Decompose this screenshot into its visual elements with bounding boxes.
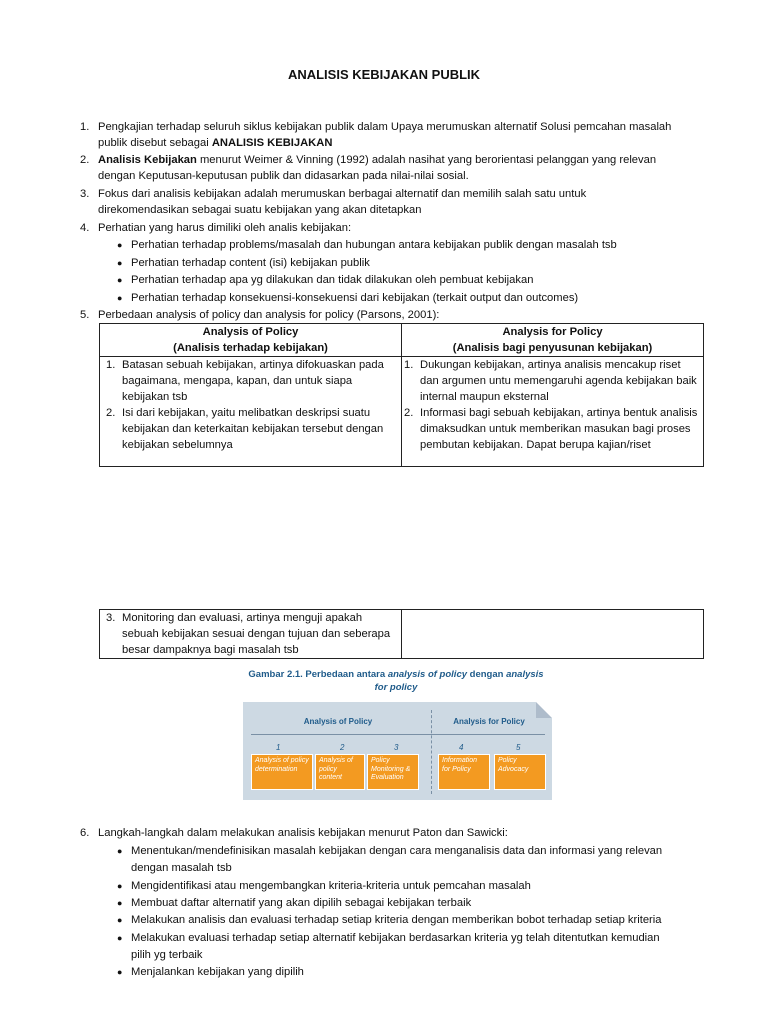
figure-header-analysis-of-policy: Analysis of Policy (303, 717, 373, 726)
table-cell-analysis-of-policy (100, 357, 402, 467)
table-header-analysis-of-policy: Analysis of Policy (Analisis terhadap kebijakan) (100, 324, 402, 357)
figure-number: 1 (276, 743, 281, 752)
table-list-item: 1. Dukungan kebijakan, artinya analisis mencakup riset dan argumen untu memengaruhi agenda kebijakan baik internal maupun eksternal (404, 359, 697, 403)
table-cell-analysis-for-policy (402, 357, 704, 467)
item-number: 6. (80, 827, 90, 839)
item-5-line-1: Perbedaan analysis of policy dan analysis for policy (Parsons, 2001): (98, 309, 440, 321)
figure-number: 5 (516, 743, 521, 752)
policy-comparison-table-continued (99, 609, 704, 659)
item-3-line-2: direkomendasikan sebagai suatu kebijakan yang akan ditetapkan (98, 204, 422, 216)
figure-line (251, 734, 545, 735)
bullet-item: Menentukan/mendefinisikan masalah kebijakan dengan cara menganalisis data dan informasi yang relevan dengan masalah tsb (131, 845, 663, 874)
bullet-icon: ● (117, 933, 123, 943)
bullet-icon: ● (117, 258, 123, 268)
bullet-item: Perhatian terhadap content (isi) kebijakan publik (131, 257, 370, 269)
figure-box-policy-determination: Analysis of policy determination (251, 754, 313, 790)
bullet-icon: ● (117, 881, 123, 891)
bullet-icon: ● (117, 275, 123, 285)
item-number: 5. (80, 309, 90, 321)
figure-caption: Gambar 2.1. Perbedaan antara analysis of policy dengan analysis for policy (248, 669, 544, 693)
figure-number: 4 (459, 743, 464, 752)
item-number: 2. (80, 154, 90, 166)
document-title: ANALISIS KEBIJAKAN PUBLIK (287, 67, 481, 82)
table-list-item: 2. Isi dari kebijakan, yaitu melibatkan deskripsi suatu kebijakan dan keterkaitan kebijakan tersebut dengan kebijakan sebelumnya (106, 407, 384, 451)
table-cell-analysis-of-policy (100, 610, 402, 659)
bullet-icon: ● (117, 915, 123, 925)
figure-box-information-for-policy: Information for Policy (438, 754, 490, 790)
bullet-item: Mengidentifikasi atau mengembangkan kriteria-kriteria untuk pemcahan masalah (131, 880, 531, 892)
item-2-line-2: dengan Keputusan-keputusan publik dan didasarkan pada nilai-nilai sosial. (98, 170, 469, 182)
figure-box-monitoring-evaluation: Policy Monitoring & Evaluation (367, 754, 419, 790)
bullet-item: Melakukan evaluasi terhadap setiap alternatif kebijakan berdasarkan kriteria yg telah ditentutkan kemudian pilih yg terbaik (131, 932, 660, 961)
item-3-line-1: Fokus dari analisis kebijakan adalah merumuskan berbagai alternatif dan memilih salah satu untuk (98, 188, 587, 200)
bullet-icon: ● (117, 898, 123, 908)
bullet-item: Membuat daftar alternatif yang akan dipilih sebagai kebijakan terbaik (131, 897, 472, 909)
item-1-line-2: publik disebut sebagai ANALISIS KEBIJAKAN (98, 137, 333, 149)
table-list-item: 2. Informasi bagi sebuah kebijakan, artinya bentuk analisis dimaksudkan untuk memberikan masukan bagi proses pembutan kebijakan. Dapat berupa kajian/riset (404, 407, 698, 451)
item-2-line-1: Analisis Kebijakan menurut Weimer & Vinning (1992) adalah nasihat yang berorientasi pelanggan yang relevan (98, 154, 657, 166)
item-4-line-1: Perhatian yang harus dimiliki oleh analis kebijakan: (98, 222, 352, 234)
policy-comparison-table (99, 323, 704, 467)
item-6-line-1: Langkah-langkah dalam melakukan analisis kebijakan menurut Paton dan Sawicki: (98, 827, 508, 839)
table-list-item: 3. Monitoring dan evaluasi, artinya menguji apakah sebuah kebijakan sesuai dengan tujuan dan seberapa besar dampaknya bagi masalah tsb (106, 612, 391, 656)
bullet-icon: ● (117, 967, 123, 977)
figure-box-policy-advocacy: Policy Advocacy (494, 754, 546, 790)
bullet-item: Perhatian terhadap problems/masalah dan hubungan antara kebijakan publik dengan masalah tsb (131, 239, 617, 251)
bullet-item: Perhatian terhadap apa yg dilakukan dan tidak dilakukan oleh pembuat kebijakan (131, 274, 534, 286)
bullet-item: Perhatian terhadap konsekuensi-konsekuensi dari kebijakan (terkait output dan outcomes) (131, 292, 579, 304)
figure-box-policy-content: Analysis of policy content (315, 754, 365, 790)
bullet-item: Melakukan analisis dan evaluasi terhadap setiap kriteria dengan memberikan bobot terhadap setiap kriteria (131, 914, 662, 926)
figure-header-analysis-for-policy: Analysis for Policy (453, 717, 525, 726)
figure-number: 2 (340, 743, 345, 752)
figure-number: 3 (394, 743, 399, 752)
item-number: 1. (80, 121, 90, 133)
item-number: 3. (80, 188, 90, 200)
bullet-icon: ● (117, 293, 123, 303)
policy-analysis-figure (243, 702, 552, 800)
item-1-line-1: Pengkajian terhadap seluruh siklus kebijakan publik dalam Upaya merumuskan alternatif Solusi pemcahan masalah (98, 121, 672, 133)
table-header-analysis-for-policy: Analysis for Policy (Analisis bagi penyusunan kebijakan) (402, 324, 704, 357)
figure-divider (431, 710, 432, 794)
item-number: 4. (80, 222, 90, 234)
bullet-item: Menjalankan kebijakan yang dipilih (131, 966, 304, 978)
bullet-icon: ● (117, 846, 123, 856)
table-list-item: 1. Batasan sebuah kebijakan, artinya difokuaskan pada bagaimana, mengapa, kapan, dan untuk siapa kebijakan tsb (106, 359, 384, 403)
bullet-icon: ● (117, 240, 123, 250)
table-cell-empty (402, 610, 704, 659)
